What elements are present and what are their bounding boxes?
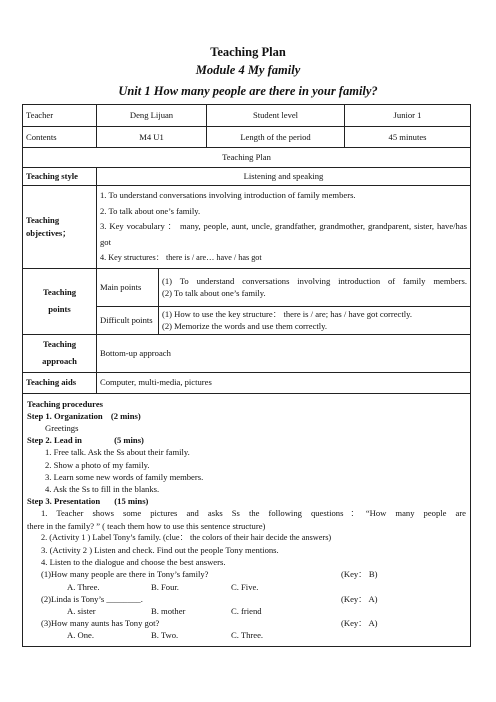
step3-title: Step 3. Presentation	[27, 496, 101, 507]
option-b: B. mother	[151, 605, 186, 616]
approach-row	[23, 334, 471, 372]
teaching-style-label: Teaching style	[23, 168, 97, 186]
student-level-value: Junior 1	[345, 105, 471, 127]
contents-label: Contents	[23, 127, 97, 148]
student-level-label: Student level	[207, 105, 345, 127]
difficult-point-item: (2) Memorize the words and use them correctly.	[162, 321, 328, 331]
step1-heading	[27, 410, 466, 422]
answer-key: (Key： B)	[341, 569, 378, 580]
approach-label-line2: approach	[42, 356, 77, 366]
main-points-list	[159, 268, 471, 306]
option-a: A. sister	[67, 605, 96, 616]
options-row	[27, 605, 466, 617]
step2-time: (5 mins)	[114, 435, 144, 446]
main-points-label: Main points	[97, 268, 159, 306]
step1-title: Step 1. Organization	[27, 410, 103, 421]
question-row	[27, 617, 466, 629]
answer-key: (Key： A)	[341, 618, 378, 629]
teaching-style-row	[23, 168, 471, 186]
procedures-heading: Teaching procedures	[27, 398, 104, 409]
objectives-list	[97, 186, 471, 269]
teacher-label: Teacher	[23, 105, 97, 127]
step3-item1-line2: there in the family? ” ( teach them how to use this sentence structure)	[27, 520, 266, 531]
section-title-row	[23, 148, 471, 168]
objective-item: 2. To talk about one’s family.	[100, 205, 201, 216]
option-a: A. One.	[67, 630, 94, 641]
question-text: (1)How many people are there in Tony’s family?	[41, 569, 209, 580]
teaching-style-value: Listening and speaking	[97, 168, 471, 186]
step2-item: 1. Free talk. Ask the Ss about their family.	[45, 447, 190, 458]
unit-title: Unit 1 How many people are there in your family?	[118, 84, 378, 98]
main-points-row	[23, 268, 471, 306]
objectives-row	[23, 186, 471, 269]
question-row	[27, 593, 466, 605]
teacher-row	[23, 105, 471, 127]
option-a: A. Three.	[67, 581, 100, 592]
period-length-label: Length of the period	[207, 127, 345, 148]
approach-value: Bottom-up approach	[97, 334, 471, 372]
question-text: (2)Linda is Tony’s ________.	[41, 593, 143, 604]
step3-item1-line1: 1. Teacher shows some pictures and asks Ss the following questions：“How many people are	[41, 508, 467, 519]
section-title: Teaching Plan	[23, 148, 471, 168]
step1-detail: Greetings	[45, 422, 79, 433]
teaching-points-label-line1: Teaching	[42, 287, 77, 297]
difficult-points-list	[159, 306, 471, 334]
teaching-points-label-line2: points	[48, 304, 71, 314]
objectives-label: Teaching objectives；	[23, 186, 97, 269]
main-point-item: (2) To talk about one’s family.	[162, 288, 266, 298]
option-b: B. Four.	[151, 581, 179, 592]
step3-item4: 4. Listen to the dialogue and choose the best answers.	[41, 557, 226, 568]
contents-row	[23, 127, 471, 148]
step3-time: (15 mins)	[114, 496, 149, 507]
step2-item: 4. Ask the Ss to fill in the blanks.	[45, 483, 160, 494]
approach-label	[23, 334, 97, 372]
procedures-cell	[23, 393, 471, 646]
approach-label-line1: Teaching	[42, 339, 77, 349]
teaching-plan-table	[22, 104, 471, 647]
difficult-points-label: Difficult points	[97, 306, 159, 334]
teaching-aids-row	[23, 372, 471, 393]
step3-item3: 3. (Activity 2 ) Listen and check. Find out the people Tony mentions.	[41, 544, 279, 555]
option-c: C. friend	[231, 605, 262, 616]
step2-item: 3. Learn some new words of family members.	[45, 471, 204, 482]
main-point-item: (1) To understand conversations involving introduction of family members.	[162, 275, 468, 286]
step3-heading	[27, 495, 466, 507]
step2-title: Step 2. Lead in	[27, 435, 82, 446]
question-text: (3)How many aunts has Tony got?	[41, 618, 160, 629]
step3-item2: 2. (Activity 1 ) Label Tony’s family. (clue： the colors of their hair decide the answers)	[41, 532, 332, 542]
option-c: C. Three.	[231, 630, 264, 641]
difficult-point-item: (1) How to use the key structure： there is / are; has / have got correctly.	[162, 308, 413, 319]
options-row	[27, 629, 466, 641]
contents-value: M4 U1	[97, 127, 207, 148]
objective-item: 3. Key vocabulary ： many, people, aunt, uncle, grandfather, grandmother, grandparent, sister, have/has got	[100, 221, 468, 247]
period-length-value: 45 minutes	[345, 127, 471, 148]
module-title: Module 4 My family	[195, 63, 301, 77]
teaching-aids-value: Computer, multi-media, pictures	[97, 372, 471, 393]
teaching-aids-label: Teaching aids	[23, 372, 97, 393]
teacher-value: Deng Lijuan	[97, 105, 207, 127]
objective-item: 1. To understand conversations involving introduction of family members.	[100, 190, 356, 200]
answer-key: (Key： A)	[341, 593, 378, 604]
question-row	[27, 568, 466, 580]
option-b: B. Two.	[151, 630, 179, 641]
step2-heading	[27, 434, 466, 446]
procedures-row	[23, 393, 471, 646]
step1-time: (2 mins)	[110, 410, 141, 421]
teaching-points-label	[23, 268, 97, 334]
document-title: Teaching Plan	[210, 45, 286, 59]
option-c: C. Five.	[231, 581, 259, 592]
options-row	[27, 581, 466, 593]
step2-item: 2. Show a photo of my family.	[45, 459, 150, 470]
objective-item: 4. Key structures： there is / are… have / has got	[100, 253, 262, 262]
